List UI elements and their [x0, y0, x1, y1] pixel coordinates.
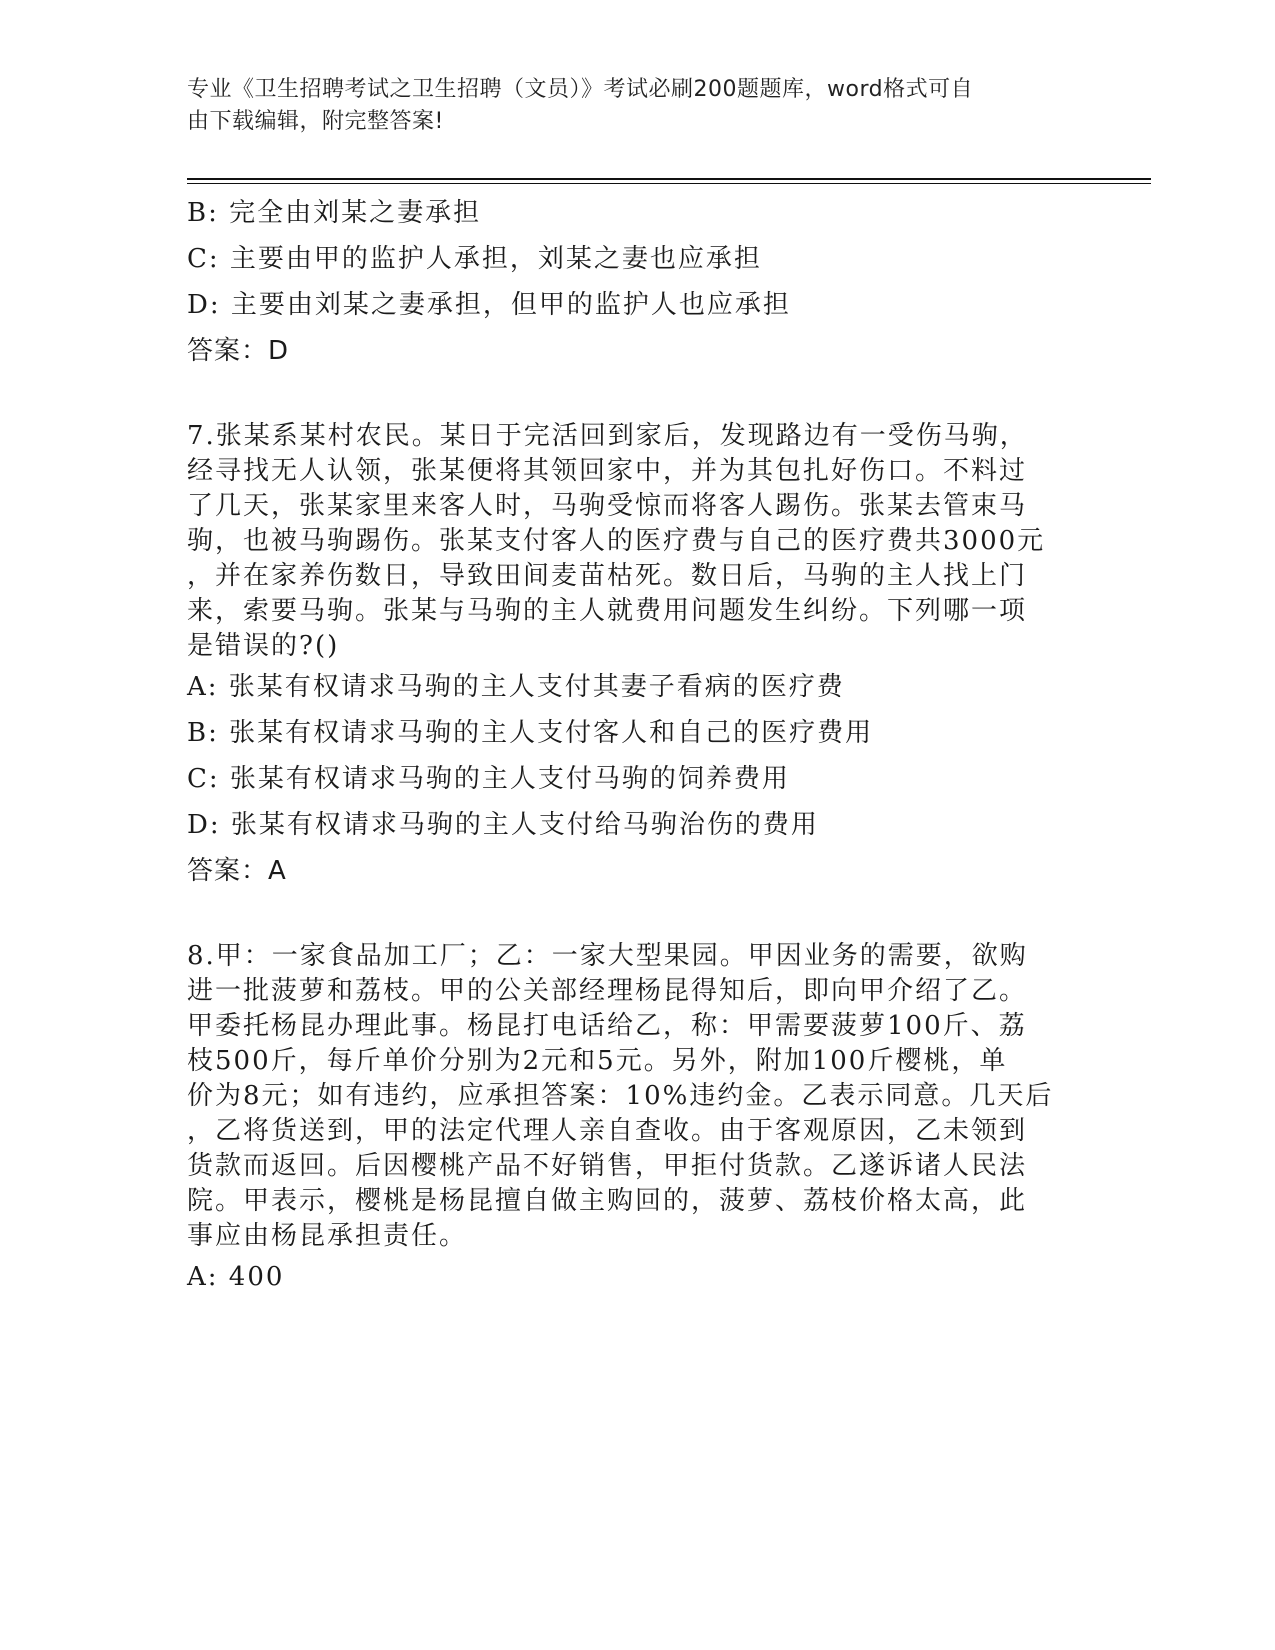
question-stem-line: 枝500斤，每斤单价分别为2元和5元。另外，附加100斤樱桃，单 — [187, 1046, 1008, 1076]
option-a: A: 400 — [187, 1262, 285, 1292]
answer-label: 答案：D — [187, 336, 290, 366]
question-stem-line: ，乙将货送到，甲的法定代理人亲自查收。由于客观原因，乙未领到 — [187, 1116, 1028, 1146]
question-stem-line: 7.张某系某村农民。某日于完活回到家后，发现路边有一受伤马驹， — [187, 421, 1028, 451]
page-header — [187, 74, 1067, 138]
question-8 — [187, 939, 1067, 1300]
question-stem-line: ，并在家养伤数日，导致田间麦苗枯死。数日后，马驹的主人找上门 — [187, 561, 1028, 591]
spacer — [187, 894, 1067, 939]
question-stem-line: 驹，也被马驹踢伤。张某支付客人的医疗费与自己的医疗费共3000元 — [187, 526, 1046, 556]
header-divider-thin — [187, 183, 1151, 184]
option-c: C: 主要由甲的监护人承担，刘某之妻也应承担 — [187, 244, 762, 274]
question-stem-line: 了几天，张某家里来客人时，马驹受惊而将客人踢伤。张某去管束马 — [187, 491, 1028, 521]
option-d: D: 主要由刘某之妻承担，但甲的监护人也应承担 — [187, 290, 791, 320]
question-stem-line: 经寻找无人认领，张某便将其领回家中，并为其包扎好伤口。不料过 — [187, 456, 1028, 486]
question-stem-line: 事应由杨昆承担责任。 — [187, 1221, 468, 1251]
question-stem-line: 甲委托杨昆办理此事。杨昆打电话给乙，称：甲需要菠萝100斤、荔 — [187, 1011, 1027, 1041]
option-b: B: 完全由刘某之妻承担 — [187, 198, 482, 228]
question-stem-line: 是错误的?() — [187, 631, 340, 661]
header-divider-thick — [187, 178, 1151, 180]
header-line-1: 专业《卫生招聘考试之卫生招聘（文员）》考试必刷200题题库，word格式可自 — [187, 77, 974, 102]
question-stem-line: 价为8元；如有违约，应承担答案：10%违约金。乙表示同意。几天后 — [187, 1081, 1054, 1111]
question-stem-line: 进一批菠萝和荔枝。甲的公关部经理杨昆得知后，即向甲介绍了乙。 — [187, 976, 1028, 1006]
option-d: D: 张某有权请求马驹的主人支付给马驹治伤的费用 — [187, 810, 819, 840]
option-b: B: 张某有权请求马驹的主人支付客人和自己的医疗费用 — [187, 718, 874, 748]
question-7 — [187, 419, 1067, 894]
question-6-options — [187, 190, 1067, 374]
document-body — [187, 190, 1067, 1300]
question-stem-line: 货款而返回。后因樱桃产品不好销售，甲拒付货款。乙遂诉诸人民法 — [187, 1151, 1028, 1181]
answer-label: 答案：A — [187, 856, 287, 886]
question-stem-line: 来，索要马驹。张某与马驹的主人就费用问题发生纠纷。下列哪一项 — [187, 596, 1028, 626]
header-line-2: 由下载编辑，附完整答案! — [187, 109, 444, 134]
spacer — [187, 374, 1067, 419]
option-a: A: 张某有权请求马驹的主人支付其妻子看病的医疗费 — [187, 672, 845, 702]
question-stem-line: 院。甲表示，樱桃是杨昆擅自做主购回的，菠萝、荔枝价格太高，此 — [187, 1186, 1028, 1216]
option-c: C: 张某有权请求马驹的主人支付马驹的饲养费用 — [187, 764, 790, 794]
question-stem-line: 8.甲：一家食品加工厂；乙：一家大型果园。甲因业务的需要，欲购 — [187, 941, 1028, 971]
